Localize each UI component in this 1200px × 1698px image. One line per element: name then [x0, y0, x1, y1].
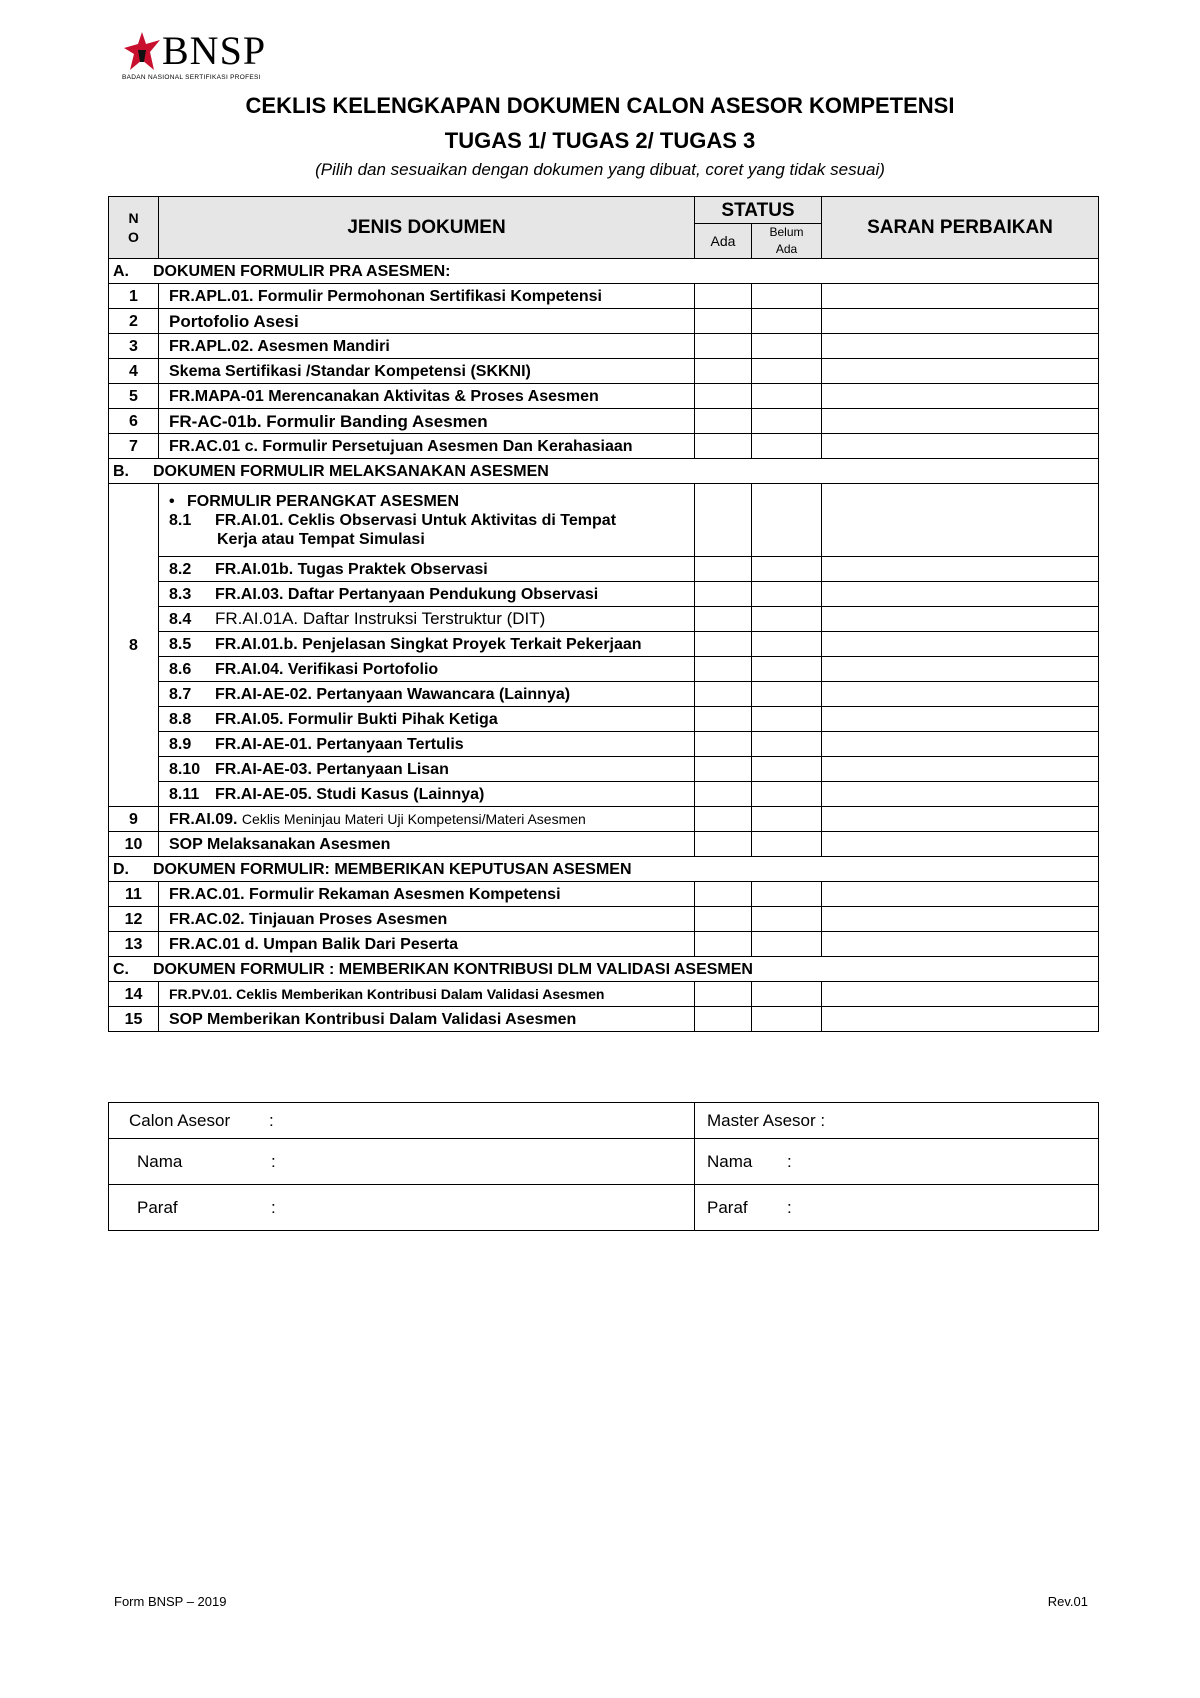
bullet-icon: •: [169, 492, 175, 510]
footer-form: Form BNSP – 2019: [114, 1594, 227, 1609]
cell-belum-ada[interactable]: [752, 309, 822, 334]
document-title: CEKLIS KELENGKAPAN DOKUMEN CALON ASESOR KOMPETENSI: [245, 93, 955, 118]
sub-label: FR.AI.01b. Tugas Praktek Observasi: [215, 560, 488, 578]
row-no: 4: [109, 359, 159, 384]
signature-row: [109, 1139, 1099, 1185]
cell-belum-ada[interactable]: [752, 907, 822, 932]
row-no: 9: [109, 807, 159, 832]
cell-belum-ada[interactable]: [752, 409, 822, 434]
table-row: [109, 557, 1099, 582]
paraf-master-cell[interactable]: [695, 1185, 1099, 1231]
sub-no: 8.2: [169, 560, 192, 578]
cell-ada[interactable]: [695, 557, 752, 582]
sub-label: FR.AI-AE-02. Pertanyaan Wawancara (Lainnya): [215, 685, 571, 703]
table-row: [109, 384, 1099, 409]
section-a: [109, 259, 1099, 284]
cell-belum-ada[interactable]: [752, 284, 822, 309]
sub-no: 8.7: [169, 685, 192, 703]
document-subtitle: TUGAS 1/ TUGAS 2/ TUGAS 3: [444, 128, 756, 153]
cell-belum-ada[interactable]: [752, 682, 822, 707]
row-no: 14: [109, 982, 159, 1007]
row-label: FR.PV.01. Ceklis Memberikan Kontribusi Dalam Validasi Asesmen: [159, 982, 695, 1007]
table-row: [109, 657, 1099, 682]
document-note: (Pilih dan sesuaikan dengan dokumen yang dibuat, coret yang tidak sesuai): [315, 160, 885, 179]
nama-calon-cell[interactable]: [109, 1139, 695, 1185]
cell-belum-ada[interactable]: [752, 882, 822, 907]
row-no: 7: [109, 434, 159, 459]
paraf-label: Paraf: [137, 1197, 178, 1217]
header-saran: SARAN PERBAIKAN: [822, 197, 1099, 259]
cell-belum-ada[interactable]: [752, 757, 822, 782]
logo-subtitle: BADAN NASIONAL SERTIFIKASI PROFESI: [122, 74, 261, 81]
header-jenis: JENIS DOKUMEN: [159, 197, 695, 259]
cell-ada[interactable]: [695, 359, 752, 384]
cell-ada[interactable]: [695, 907, 752, 932]
row-label: [159, 557, 695, 582]
section-label: DOKUMEN FORMULIR : MEMBERIKAN KONTRIBUSI DLM VALIDASI ASESMEN: [153, 960, 753, 978]
row-no: 13: [109, 932, 159, 957]
table-row: [109, 982, 1099, 1007]
sub-label: FR.AI.01A. Daftar Instruksi Terstruktur (DIT): [215, 609, 546, 628]
bnsp-logo: [120, 28, 290, 88]
cell-ada[interactable]: [695, 932, 752, 957]
cell-belum-ada[interactable]: [752, 632, 822, 657]
row-label-text: Ceklis Meninjau Materi Uji Kompetensi/Materi Asesmen: [241, 810, 586, 827]
table-row: [109, 434, 1099, 459]
cell-saran[interactable]: [822, 757, 1099, 782]
table-row: [109, 782, 1099, 807]
sub-label: FR.AI-AE-01. Pertanyaan Tertulis: [215, 735, 464, 753]
subsection-heading: FORMULIR PERANGKAT ASESMEN: [187, 492, 459, 510]
section-letter: B.: [113, 462, 129, 480]
row-no: 5: [109, 384, 159, 409]
cell-saran[interactable]: [822, 484, 1099, 557]
sub-label-line2: Kerja atau Tempat Simulasi: [217, 530, 425, 548]
cell-ada[interactable]: [695, 807, 752, 832]
header-belum-line1: Belum: [769, 225, 804, 239]
cell-saran[interactable]: [822, 359, 1099, 384]
table-row: [109, 632, 1099, 657]
cell-saran[interactable]: [822, 657, 1099, 682]
cell-saran[interactable]: [822, 434, 1099, 459]
colon: :: [271, 1151, 276, 1171]
row-label: [159, 732, 695, 757]
table-row: [109, 409, 1099, 434]
cell-ada[interactable]: [695, 309, 752, 334]
row-label: SOP Melaksanakan Asesmen: [159, 832, 695, 857]
sub-no: 8.10: [169, 760, 201, 778]
header-no-line1: N: [128, 209, 139, 226]
cell-belum-ada[interactable]: [752, 607, 822, 632]
header-belum-ada: [752, 224, 822, 259]
cell-belum-ada[interactable]: [752, 359, 822, 384]
row-code: FR.AI.09.: [169, 810, 238, 828]
cell-belum-ada[interactable]: [752, 582, 822, 607]
section-row: [109, 957, 1099, 982]
signature-row: [109, 1185, 1099, 1231]
sub-no: 8.9: [169, 735, 192, 753]
table-row: [109, 1007, 1099, 1032]
section-letter: A.: [113, 262, 129, 280]
cell-ada[interactable]: [695, 832, 752, 857]
signature-table: [108, 1102, 1099, 1231]
section-row: [109, 857, 1099, 882]
table-row: [109, 334, 1099, 359]
section-row: [109, 459, 1099, 484]
cell-belum-ada[interactable]: [752, 707, 822, 732]
row-label: FR.AC.02. Tinjauan Proses Asesmen: [159, 907, 695, 932]
row-label: Portofolio Asesi: [159, 309, 695, 334]
row-label: [159, 807, 695, 832]
section-row: [109, 259, 1099, 284]
row-no: 1: [109, 284, 159, 309]
sub-no: 8.8: [169, 710, 192, 728]
row-no: 10: [109, 832, 159, 857]
colon: :: [271, 1197, 276, 1217]
cell-ada[interactable]: [695, 409, 752, 434]
row-label: [159, 632, 695, 657]
row-no: 2: [109, 309, 159, 334]
signature-row: [109, 1103, 1099, 1139]
row-no: 12: [109, 907, 159, 932]
cell-saran[interactable]: [822, 932, 1099, 957]
table-row: [109, 807, 1099, 832]
cell-saran[interactable]: [822, 732, 1099, 757]
cell-belum-ada[interactable]: [752, 557, 822, 582]
cell-belum-ada[interactable]: [752, 932, 822, 957]
row-label: Skema Sertifikasi /Standar Kompetensi (SKKNI): [159, 359, 695, 384]
sub-label: FR.AI.03. Daftar Pertanyaan Pendukung Observasi: [215, 585, 599, 603]
row-label: FR.APL.02. Asesmen Mandiri: [159, 334, 695, 359]
cell-ada[interactable]: [695, 434, 752, 459]
cell-ada[interactable]: [695, 757, 752, 782]
sub-label: FR.AI-AE-03. Pertanyaan Lisan: [215, 760, 449, 778]
colon: :: [269, 1110, 274, 1130]
checklist-table: [108, 196, 1099, 1032]
section-label: DOKUMEN FORMULIR: MEMBERIKAN KEPUTUSAN ASESMEN: [153, 860, 632, 878]
cell-belum-ada[interactable]: [752, 807, 822, 832]
table-row: [109, 484, 1099, 557]
section-b: [109, 459, 1099, 484]
sub-no: 8.4: [169, 611, 192, 628]
table-row: [109, 582, 1099, 607]
cell-ada[interactable]: [695, 707, 752, 732]
row-label: [159, 657, 695, 682]
sub-no: 8.6: [169, 660, 192, 678]
cell-saran[interactable]: [822, 782, 1099, 807]
cell-belum-ada[interactable]: [752, 732, 822, 757]
cell-belum-ada[interactable]: [752, 832, 822, 857]
calon-asesor-label: Calon Asesor: [129, 1110, 231, 1130]
nama-label: Nama: [137, 1151, 183, 1171]
table-row: [109, 907, 1099, 932]
header-no: [109, 197, 159, 259]
table-row: [109, 757, 1099, 782]
row-no: 3: [109, 334, 159, 359]
row-no: 11: [109, 882, 159, 907]
cell-ada[interactable]: [695, 882, 752, 907]
table-row: [109, 932, 1099, 957]
table-row: [109, 309, 1099, 334]
cell-ada[interactable]: [695, 607, 752, 632]
cell-ada[interactable]: [695, 484, 752, 557]
cell-ada[interactable]: [695, 284, 752, 309]
header-no-line2: O: [128, 228, 139, 245]
cell-saran[interactable]: [822, 334, 1099, 359]
header-ada: Ada: [695, 224, 752, 259]
cell-saran[interactable]: [822, 982, 1099, 1007]
row-label: [159, 782, 695, 807]
cell-saran[interactable]: [822, 607, 1099, 632]
sub-label: FR.AI.05. Formulir Bukti Pihak Ketiga: [215, 710, 498, 728]
section-label: DOKUMEN FORMULIR PRA ASESMEN:: [153, 262, 451, 280]
logo-name: BNSP: [162, 28, 267, 73]
row-label: FR.MAPA-01 Merencanakan Aktivitas & Proses Asesmen: [159, 384, 695, 409]
cell-saran[interactable]: [822, 882, 1099, 907]
sub-no: 8.5: [169, 635, 192, 653]
section-letter: D.: [113, 860, 129, 878]
cell-ada[interactable]: [695, 782, 752, 807]
row-no: 8: [109, 484, 159, 807]
cell-ada[interactable]: [695, 384, 752, 409]
cell-belum-ada[interactable]: [752, 484, 822, 557]
row-no: 6: [109, 409, 159, 434]
table-row: [109, 682, 1099, 707]
cell-saran[interactable]: [822, 682, 1099, 707]
row-label: [159, 484, 695, 557]
cell-ada[interactable]: [695, 657, 752, 682]
row-label: FR-AC-01b. Formulir Banding Asesmen: [159, 409, 695, 434]
cell-ada[interactable]: [695, 582, 752, 607]
cell-belum-ada[interactable]: [752, 384, 822, 409]
table-row: [109, 607, 1099, 632]
sub-no: 8.3: [169, 585, 192, 603]
row-no: 15: [109, 1007, 159, 1032]
cell-belum-ada[interactable]: [752, 782, 822, 807]
garuda-icon: [120, 28, 164, 78]
table-row: [109, 707, 1099, 732]
table-row: [109, 284, 1099, 309]
cell-saran[interactable]: [822, 832, 1099, 857]
header-status: STATUS: [695, 197, 822, 224]
cell-saran[interactable]: [822, 807, 1099, 832]
cell-belum-ada[interactable]: [752, 334, 822, 359]
cell-saran[interactable]: [822, 1007, 1099, 1032]
cell-saran[interactable]: [822, 582, 1099, 607]
table-row: [109, 359, 1099, 384]
cell-saran[interactable]: [822, 557, 1099, 582]
master-asesor-label: Master Asesor :: [707, 1110, 826, 1130]
footer-rev: Rev.01: [1047, 1594, 1088, 1609]
row-label: [159, 582, 695, 607]
cell-belum-ada[interactable]: [752, 1007, 822, 1032]
cell-saran[interactable]: [822, 707, 1099, 732]
paraf-calon-cell[interactable]: [109, 1185, 695, 1231]
row-label: FR.AC.01 c. Formulir Persetujuan Asesmen Dan Kerahasiaan: [159, 434, 695, 459]
header-belum-line2: Ada: [775, 242, 798, 256]
nama-master-cell[interactable]: [695, 1139, 1099, 1185]
cell-ada[interactable]: [695, 732, 752, 757]
cell-saran[interactable]: [822, 632, 1099, 657]
sub-label-line1: FR.AI.01. Ceklis Observasi Untuk Aktivitas di Tempat: [215, 511, 617, 529]
row-label: [159, 757, 695, 782]
cell-ada[interactable]: [695, 982, 752, 1007]
section-d: [109, 857, 1099, 882]
nama-label: Nama: [707, 1151, 753, 1171]
cell-belum-ada[interactable]: [752, 982, 822, 1007]
cell-ada[interactable]: [695, 1007, 752, 1032]
cell-ada[interactable]: [695, 632, 752, 657]
cell-saran[interactable]: [822, 284, 1099, 309]
row-label: FR.AC.01 d. Umpan Balik Dari Peserta: [159, 932, 695, 957]
header-row: [109, 197, 1099, 224]
row-label: SOP Memberikan Kontribusi Dalam Validasi Asesmen: [159, 1007, 695, 1032]
section-letter: C.: [113, 960, 129, 978]
colon: :: [787, 1151, 792, 1171]
paraf-label: Paraf: [707, 1197, 748, 1217]
sub-label: FR.AI.01.b. Penjelasan Singkat Proyek Terkait Pekerjaan: [215, 635, 642, 653]
table-row: [109, 732, 1099, 757]
cell-belum-ada[interactable]: [752, 657, 822, 682]
sub-no: 8.11: [169, 785, 200, 803]
table-row: [109, 832, 1099, 857]
calon-asesor-cell[interactable]: [109, 1103, 695, 1139]
row-label: [159, 682, 695, 707]
sub-no: 8.1: [169, 511, 192, 529]
cell-ada[interactable]: [695, 682, 752, 707]
row-label: [159, 607, 695, 632]
sub-label: FR.AI-AE-05. Studi Kasus (Lainnya): [215, 785, 485, 803]
row-label: FR.APL.01. Formulir Permohonan Sertifikasi Kompetensi: [159, 284, 695, 309]
row-label: FR.AC.01. Formulir Rekaman Asesmen Kompetensi: [159, 882, 695, 907]
master-asesor-cell[interactable]: [695, 1103, 1099, 1139]
cell-belum-ada[interactable]: [752, 434, 822, 459]
section-c: [109, 957, 1099, 982]
cell-saran[interactable]: [822, 409, 1099, 434]
section-label: DOKUMEN FORMULIR MELAKSANAKAN ASESMEN: [153, 462, 549, 480]
colon: :: [787, 1197, 792, 1217]
row-label: [159, 707, 695, 732]
sub-label: FR.AI.04. Verifikasi Portofolio: [215, 660, 439, 678]
table-row: [109, 882, 1099, 907]
cell-saran[interactable]: [822, 309, 1099, 334]
cell-saran[interactable]: [822, 384, 1099, 409]
cell-ada[interactable]: [695, 334, 752, 359]
cell-saran[interactable]: [822, 907, 1099, 932]
